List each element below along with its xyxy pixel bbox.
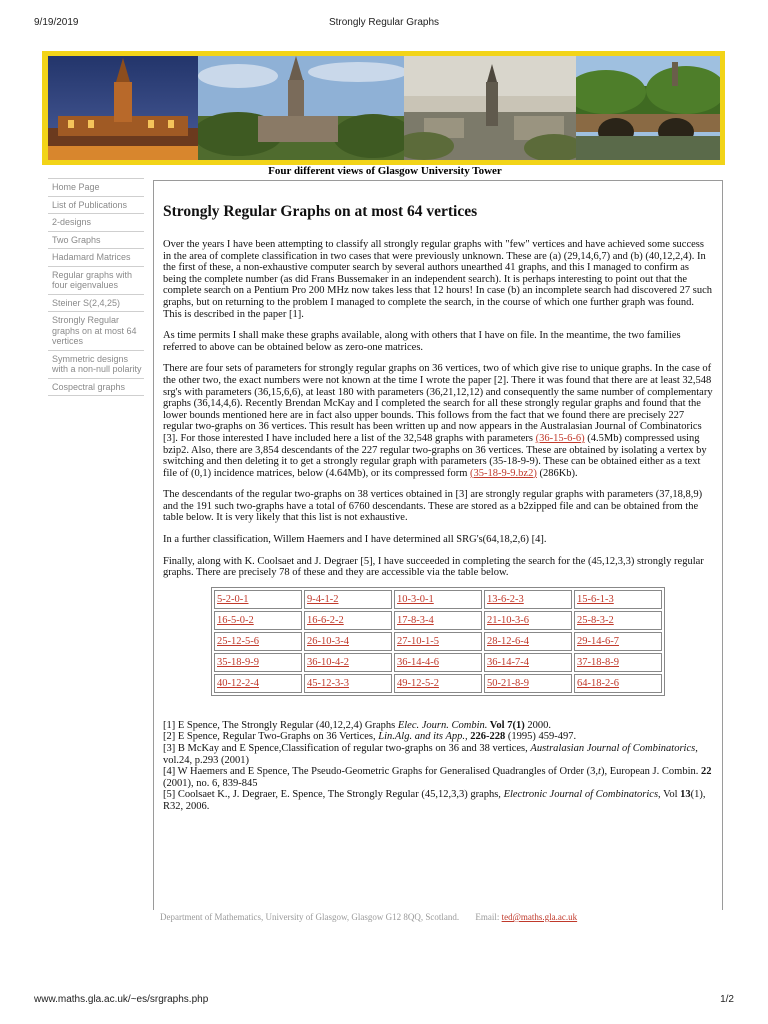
banner bbox=[42, 51, 725, 165]
tower-photo-bridge bbox=[576, 56, 720, 160]
graph-download-link[interactable]: 16-5-0-2 bbox=[217, 614, 254, 626]
graph-download-link[interactable]: 37-18-8-9 bbox=[577, 656, 619, 668]
graph-download-link[interactable]: 45-12-3-3 bbox=[307, 677, 349, 689]
sidebar-item-strongly-regular[interactable]: Strongly Regular graphs on at most 64 vertices bbox=[48, 311, 144, 350]
tower-photo-cityscape bbox=[404, 56, 576, 160]
graph-download-link[interactable]: 50-21-8-9 bbox=[487, 677, 529, 689]
ref-italic: t bbox=[598, 766, 601, 778]
graph-download-link[interactable]: 16-6-2-2 bbox=[307, 614, 344, 626]
table-cell bbox=[574, 674, 662, 693]
reference-1 bbox=[163, 720, 713, 732]
table-row bbox=[214, 674, 662, 693]
graph-download-link[interactable]: 9-4-1-2 bbox=[307, 593, 339, 605]
sidebar-item-hadamard[interactable]: Hadamard Matrices bbox=[48, 248, 144, 266]
ref-journal: Elec. Journ. Combin. bbox=[397, 719, 488, 731]
descendants-paragraph: The descendants of the regular two-graphs on 38 vertices obtained in [3] are strongly regular graphs with parameters (37,18,8,9) and the 191 such two-graphs have a total of 6760 descendants. These are stored as a b2zipped file and can be obtained from the table below. It is very likely that this list is not exhaustive. bbox=[163, 489, 703, 524]
table-cell bbox=[214, 653, 302, 672]
ref-text: , vol.24, p.293 (2001) bbox=[163, 743, 698, 766]
table-cell bbox=[484, 611, 572, 630]
ref-journal: Electronic Journal of Combinatorics bbox=[503, 789, 659, 801]
paragraph-text: (4.5Mb) compressed using bzip2. Also, there are 3,854 descendants of the 227 regular two-graphs on 36 vertices. These are obtained by isolating a vertex by switching and then deleting it to get a strongly regular graph with parameters (35-18-9-9). These can be obtained either as a text file of (0,1) incidence matrices, below (4.64Mb), or its compressed form bbox=[163, 432, 707, 479]
tower-photo-park bbox=[198, 56, 404, 160]
table-cell bbox=[394, 653, 482, 672]
graph-download-link[interactable]: 35-18-9-9 bbox=[217, 656, 259, 668]
graph-download-link[interactable]: 13-6-2-3 bbox=[487, 593, 524, 605]
footer-address: Department of Mathematics, University of Glasgow, Glasgow G12 8QQ, Scotland. bbox=[160, 912, 460, 922]
graph-download-link[interactable]: 5-2-0-1 bbox=[217, 593, 249, 605]
table-cell bbox=[214, 632, 302, 651]
reference-4 bbox=[163, 766, 713, 789]
ref-text: , Vol bbox=[658, 789, 681, 801]
graph-download-link[interactable]: 17-8-3-4 bbox=[397, 614, 434, 626]
36-vertices-paragraph bbox=[163, 363, 713, 479]
table-cell bbox=[574, 611, 662, 630]
ref-text: [3] B McKay and E Spence,Classification of regular two-graphs on 36 and 38 vertices, bbox=[163, 743, 531, 755]
sidebar-item-publications[interactable]: List of Publications bbox=[48, 196, 144, 214]
graph-download-link[interactable]: 25-8-3-2 bbox=[577, 614, 614, 626]
print-header bbox=[34, 17, 734, 31]
table-cell bbox=[394, 632, 482, 651]
download-link-36-15-6-6[interactable]: (36-15-6-6) bbox=[535, 432, 585, 444]
ref-text: [1] E Spence, The Strongly Regular (40,12,2,4) Graphs bbox=[163, 719, 398, 731]
ref-journal: Lin.Alg. and its App., bbox=[378, 731, 468, 743]
intro-paragraph: Over the years I have been attempting to classify all strongly regular graphs with "few" vertices and have achieved some success in the area of complete classification in two cases that were previously unknown. These are (a) (29,14,6,7) and (b) (40,12,2,4). In the first of these, a non-exhaustive computer search by several authors unearthed 41 graphs, and this I managed to confirm as being the complete number (as did Frans Bussemaker in an independent search). It is perhaps interesting to point out that the complete search on a Pentium Pro 200 MHz now takes less that 12 hours! In case (b) an incomplete search had discovered 27 such graphs, but on returning to the problem I managed to complete the search, in the course of which one further graph was found. This is described in the paper [1]. bbox=[163, 239, 713, 320]
ref-text: [5] Coolsaet K., J. Degraer, E. Spence, The Strongly Regular (45,12,3,3) graphs, bbox=[163, 789, 504, 801]
print-date: 9/19/2019 bbox=[34, 17, 79, 28]
graph-download-link[interactable]: 36-14-7-4 bbox=[487, 656, 529, 668]
graph-download-link[interactable]: 28-12-6-4 bbox=[487, 635, 529, 647]
table-cell bbox=[304, 590, 392, 609]
print-title: Strongly Regular Graphs bbox=[328, 17, 440, 28]
table-cell bbox=[394, 611, 482, 630]
coolsaet-paragraph: Finally, along with K. Coolsaet and J. Degraer [5], I have succeeded in completing the search for the (45,12,3,3) strongly regular graphs. There are precisely 78 of these and they are accessible via the table below. bbox=[163, 555, 704, 579]
table-cell bbox=[214, 674, 302, 693]
content-panel bbox=[153, 180, 723, 910]
table-cell bbox=[214, 611, 302, 630]
sidebar-item-regular-graphs[interactable]: Regular graphs with four eigenvalues bbox=[48, 266, 144, 294]
table-cell bbox=[574, 653, 662, 672]
table-cell bbox=[574, 632, 662, 651]
ref-text: [2] E Spence, Regular Two-Graphs on 36 Vertices, bbox=[163, 731, 379, 743]
ref-text: [4] W Haemers and E Spence, The Pseudo-Geometric Graphs for Generalised Quadrangles of Order (3, bbox=[163, 766, 599, 778]
ref-text: (1), R32, 2006. bbox=[163, 789, 706, 812]
table-cell bbox=[304, 674, 392, 693]
paragraph-text: (286Kb). bbox=[536, 467, 578, 479]
ref-text: (1995) 459-497. bbox=[505, 731, 577, 743]
graph-download-link[interactable]: 15-6-1-3 bbox=[577, 593, 614, 605]
graph-parameters-table bbox=[211, 587, 665, 696]
graph-download-link[interactable]: 25-12-5-6 bbox=[217, 635, 259, 647]
references bbox=[163, 720, 713, 813]
content-body bbox=[154, 181, 722, 813]
reference-2 bbox=[163, 731, 713, 743]
sidebar-item-home[interactable]: Home Page bbox=[48, 178, 144, 196]
table-row bbox=[214, 632, 662, 651]
ref-volume: Vol 7(1) bbox=[487, 719, 525, 731]
table-cell bbox=[484, 674, 572, 693]
footer-email-label: Email: bbox=[475, 912, 500, 922]
table-cell bbox=[304, 632, 392, 651]
ref-text: (2001), no. 6, 839-845 bbox=[163, 777, 258, 789]
table-row bbox=[214, 611, 662, 630]
table-cell bbox=[394, 674, 482, 693]
tower-photo-night bbox=[48, 56, 198, 160]
print-page-number: 1/2 bbox=[720, 994, 734, 1005]
table-row bbox=[214, 590, 662, 609]
print-url: www.maths.gla.ac.uk/~es/srgraphs.php bbox=[34, 994, 209, 1005]
graph-download-link[interactable]: 21-10-3-6 bbox=[487, 614, 529, 626]
table-cell bbox=[304, 653, 392, 672]
graph-download-link[interactable]: 64-18-2-6 bbox=[577, 677, 619, 689]
availability-paragraph: As time permits I shall make these graphs available, along with others that I have on file. In the meantime, the two families referred to above can be obtained below as zero-one matrices. bbox=[163, 330, 681, 353]
print-footer bbox=[34, 994, 734, 1008]
sidebar-item-two-graphs[interactable]: Two Graphs bbox=[48, 231, 144, 249]
graph-download-link[interactable]: 36-14-4-6 bbox=[397, 656, 439, 668]
ref-volume: 13 bbox=[680, 789, 691, 801]
sidebar-item-2-designs[interactable]: 2-designs bbox=[48, 213, 144, 231]
download-link-35-18-9-9-bz2[interactable]: (35-18-9-9.bz2) bbox=[470, 467, 537, 479]
graph-download-link[interactable]: 49-12-5-2 bbox=[397, 677, 439, 689]
graph-download-link[interactable]: 40-12-2-4 bbox=[217, 677, 259, 689]
table-cell bbox=[214, 590, 302, 609]
table-row bbox=[214, 653, 662, 672]
graph-download-link[interactable]: 10-3-0-1 bbox=[397, 593, 434, 605]
ref-volume: 22 bbox=[700, 766, 712, 778]
table-cell bbox=[394, 590, 482, 609]
graph-download-link[interactable]: 27-10-1-5 bbox=[397, 635, 439, 647]
sidebar-item-cospectral[interactable]: Cospectral graphs bbox=[48, 378, 144, 397]
graph-download-link[interactable]: 36-10-4-2 bbox=[307, 656, 349, 668]
sidebar-nav bbox=[48, 178, 144, 396]
graph-download-link[interactable]: 29-14-6-7 bbox=[577, 635, 619, 647]
ref-volume: 226-228 bbox=[467, 731, 506, 743]
reference-5 bbox=[163, 789, 713, 812]
table-cell bbox=[484, 590, 572, 609]
graph-download-link[interactable]: 26-10-3-4 bbox=[307, 635, 349, 647]
table-cell bbox=[304, 611, 392, 630]
table-cell bbox=[484, 632, 572, 651]
page-title: Strongly Regular Graphs on at most 64 vertices bbox=[163, 203, 478, 220]
ref-journal: Australasian Journal of Combinatorics bbox=[530, 743, 696, 755]
table-cell bbox=[574, 590, 662, 609]
paragraph-text: There are four sets of parameters for strongly regular graphs on 36 vertices, two of which give rise to unique graphs. In the case of the other two, the exact numbers were not known at the time I wrote the paper [2]. There it was found that there are at least 32,548 srg's with parameters (36,15,6,6), at least 180 with parameters (36,21,12,12) and consequently the same number of complementary graphs (36,14,4,6). Recently Brendan McKay and I completed the search for all these strongly regular graphs and found that the lower bounds mentioned here are in fact also upper bounds. This follows from the fact that we found there are precisely 227 regular two-graphs on 36 vertices. This result has been written up and now appears in the Australasian Journal of Combinatorics [3]. For those interested I have included here a list of the 32,548 graphs with parameters bbox=[163, 363, 713, 444]
banner-caption: Four different views of Glasgow University Tower bbox=[268, 165, 502, 177]
sidebar-item-symmetric-designs[interactable]: Symmetric designs with a non-null polarity bbox=[48, 350, 144, 378]
ref-text: ), European J. Combin. bbox=[600, 766, 701, 778]
table-cell bbox=[484, 653, 572, 672]
ref-text: 2000. bbox=[524, 719, 551, 731]
reference-3 bbox=[163, 743, 713, 766]
page-footer bbox=[160, 912, 720, 922]
sidebar-item-steiner[interactable]: Steiner S(2,4,25) bbox=[48, 294, 144, 312]
footer-email-link[interactable]: ted@maths.gla.ac.uk bbox=[501, 912, 578, 922]
haemers-paragraph: In a further classification, Willem Haemers and I have determined all SRG's(64,18,2,6) [4]. bbox=[163, 534, 547, 546]
